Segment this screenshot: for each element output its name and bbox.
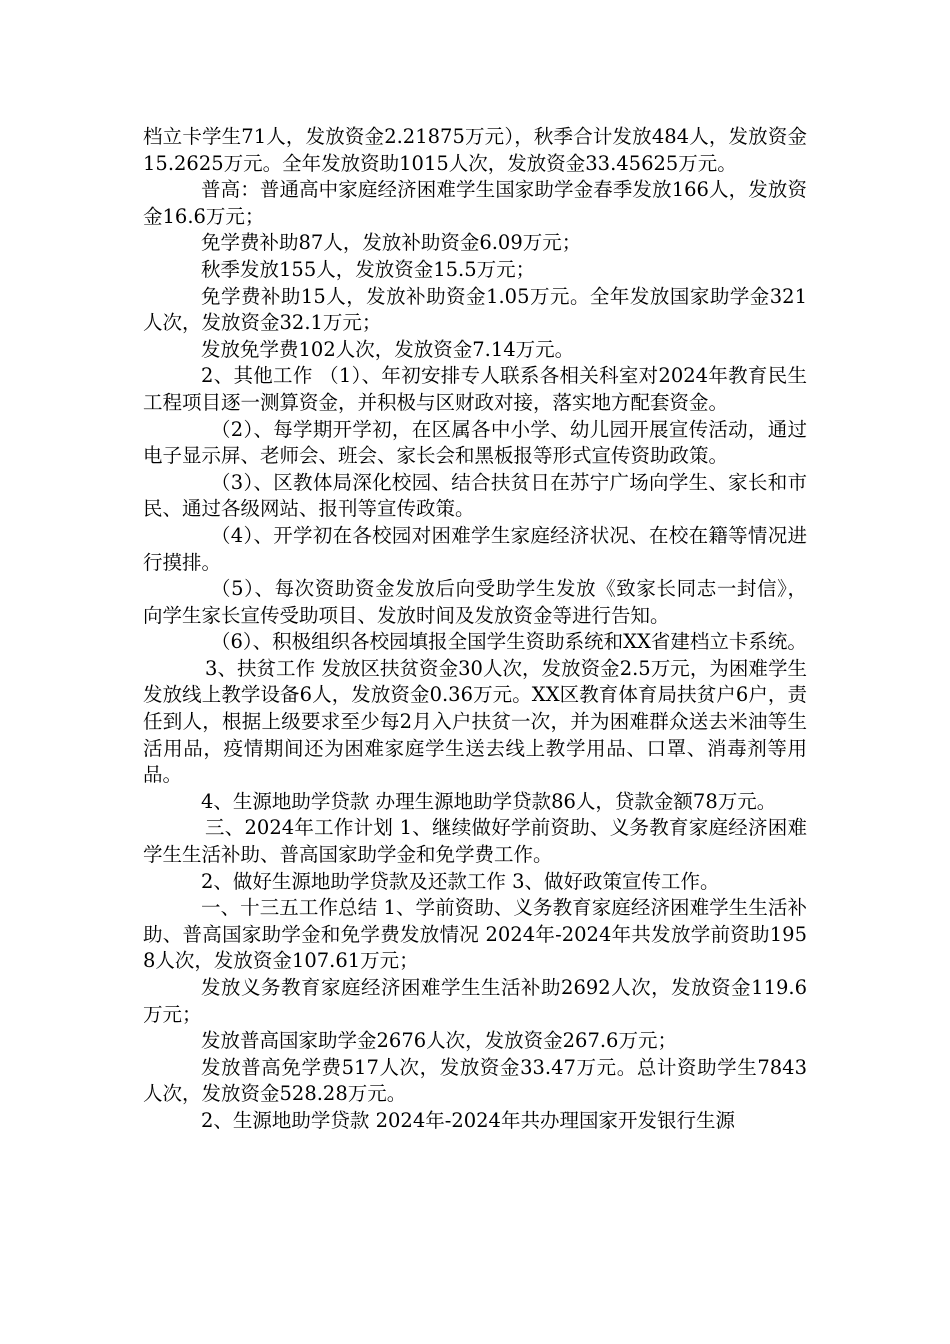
paragraph: 3、扶贫工作 发放区扶贫资金30人次，发放资金2.5万元，为困难学生发放线上教学设备6人，发放资金0.36万元。XX区教育体育局扶贫户6户，责任到人，根据上级要求至少每2月入户扶贫一次，并为困难群众送去米油等生活用品，疫情期间还为困难家庭学生送去线上教学用品、口罩、消毒剂等用品。 <box>143 656 807 787</box>
paragraph: （6）、积极组织各校园填报全国学生资助系统和XX省建档立卡系统。 <box>211 630 807 654</box>
paragraph: 普高：普通高中家庭经济困难学生国家助学金春季发放166人，发放资金16.6万元； <box>143 178 807 228</box>
paragraph: （4）、开学初在各校园对困难学生家庭经济状况、在校在籍等情况进行摸排。 <box>143 523 807 574</box>
paragraph: 一、十三五工作总结 1、学前资助、义务教育家庭经济困难学生生活补助、普高国家助学金和免学费发放情况 2024年-2024年共发放学前资助1958人次，发放资金107.61万元； <box>143 896 807 973</box>
paragraph: 2、做好生源地助学贷款及还款工作 3、做好政策宣传工作。 <box>201 869 720 893</box>
paragraph: 4、生源地助学贷款 办理生源地助学贷款86人，贷款金额78万元。 <box>201 789 777 813</box>
paragraph: 2、生源地助学贷款 2024年-2024年共办理国家开发银行生源 <box>201 1108 735 1132</box>
paragraph: 档立卡学生71人，发放资金2.21875万元），秋季合计发放484人，发放资金15.2625万元。全年发放资助1015人次，发放资金33.45625万元。 <box>143 125 807 175</box>
paragraph: 发放义务教育家庭经济困难学生生活补助2692人次，发放资金119.6万元； <box>143 976 807 1026</box>
paragraph: 秋季发放155人，发放资金15.5万元； <box>201 257 536 281</box>
paragraph: 免学费补助87人，发放补助资金6.09万元； <box>201 231 582 255</box>
paragraph: 发放普高国家助学金2676人次，发放资金267.6万元； <box>201 1029 677 1053</box>
paragraph: （2）、每学期开学初，在区属各中小学、幼儿园开展宣传活动，通过电子显示屏、老师会、班会、家长会和黑板报等形式宣传资助政策。 <box>143 417 807 468</box>
paragraph: 发放普高免学费517人次，发放资金33.47万元。总计资助学生7843人次，发放资金528.28万元。 <box>143 1055 807 1106</box>
paragraph: 免学费补助15人，发放补助资金1.05万元。全年发放国家助学金321人次，发放资金32.1万元； <box>143 284 807 335</box>
document-body <box>143 124 807 1135</box>
paragraph: 2、其他工作 （1）、年初安排专人联系各相关科室对2024年教育民生工程项目逐一测算资金，并积极与区财政对接，落实地方配套资金。 <box>143 364 807 414</box>
paragraph: （5）、每次资助资金发放后向受助学生发放《致家长同志一封信》，向学生家长宣传受助项目、发放时间及发放资金等进行告知。 <box>143 577 807 627</box>
paragraph: 发放免学费102人次，发放资金7.14万元。 <box>201 337 575 361</box>
paragraph: 三、2024年工作计划 1、继续做好学前资助、义务教育家庭经济困难学生生活补助、普高国家助学金和免学费工作。 <box>143 816 807 867</box>
paragraph: （3）、区教体局深化校园、结合扶贫日在苏宁广场向学生、家长和市民、通过各级网站、报刊等宣传政策。 <box>143 470 807 521</box>
